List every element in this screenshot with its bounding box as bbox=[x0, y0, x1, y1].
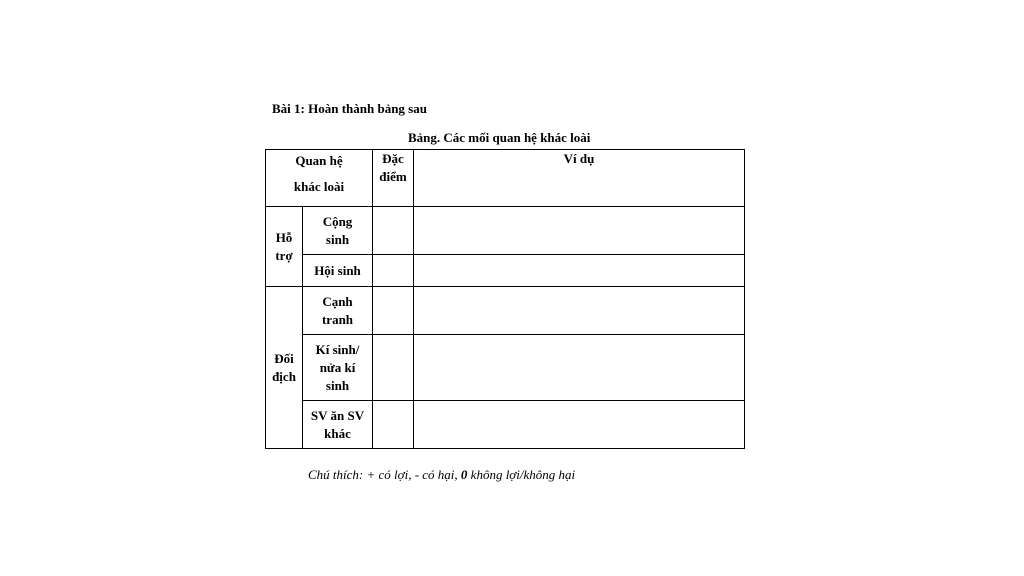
relation-cell: SV ăn SV khác bbox=[303, 401, 373, 449]
feature-cell[interactable] bbox=[373, 401, 414, 449]
feature-cell[interactable] bbox=[373, 255, 414, 287]
feature-cell[interactable] bbox=[373, 287, 414, 335]
header-feature: Đặc điểm bbox=[373, 150, 414, 207]
example-cell[interactable] bbox=[414, 335, 745, 401]
legend-note: Chú thích: + có lợi, - có hại, 0 không lợi/không hại bbox=[308, 467, 576, 482]
exercise-heading: Bài 1: Hoàn thành bảng sau bbox=[272, 101, 427, 116]
example-cell[interactable] bbox=[414, 287, 745, 335]
table-row bbox=[266, 255, 745, 287]
header-example: Ví dụ bbox=[414, 150, 745, 207]
example-cell[interactable] bbox=[414, 401, 745, 449]
feature-cell[interactable] bbox=[373, 207, 414, 255]
relations-table bbox=[265, 149, 745, 449]
table-caption: Bảng. Các mối quan hệ khác loài bbox=[408, 130, 591, 145]
group-support: Hỗ trợ bbox=[266, 207, 303, 287]
relation-cell: Kí sinh/ nửa kí sinh bbox=[303, 335, 373, 401]
table-row bbox=[266, 335, 745, 401]
group-opposition: Đối địch bbox=[266, 287, 303, 449]
relation-cell: Hội sinh bbox=[303, 255, 373, 287]
relation-cell: Cạnh tranh bbox=[303, 287, 373, 335]
example-cell[interactable] bbox=[414, 207, 745, 255]
feature-cell[interactable] bbox=[373, 335, 414, 401]
table-row bbox=[266, 207, 745, 255]
table-row bbox=[266, 287, 745, 335]
table-row bbox=[266, 401, 745, 449]
header-relation: Quan hệ khác loài bbox=[266, 150, 373, 207]
relation-cell: Cộng sinh bbox=[303, 207, 373, 255]
example-cell[interactable] bbox=[414, 255, 745, 287]
